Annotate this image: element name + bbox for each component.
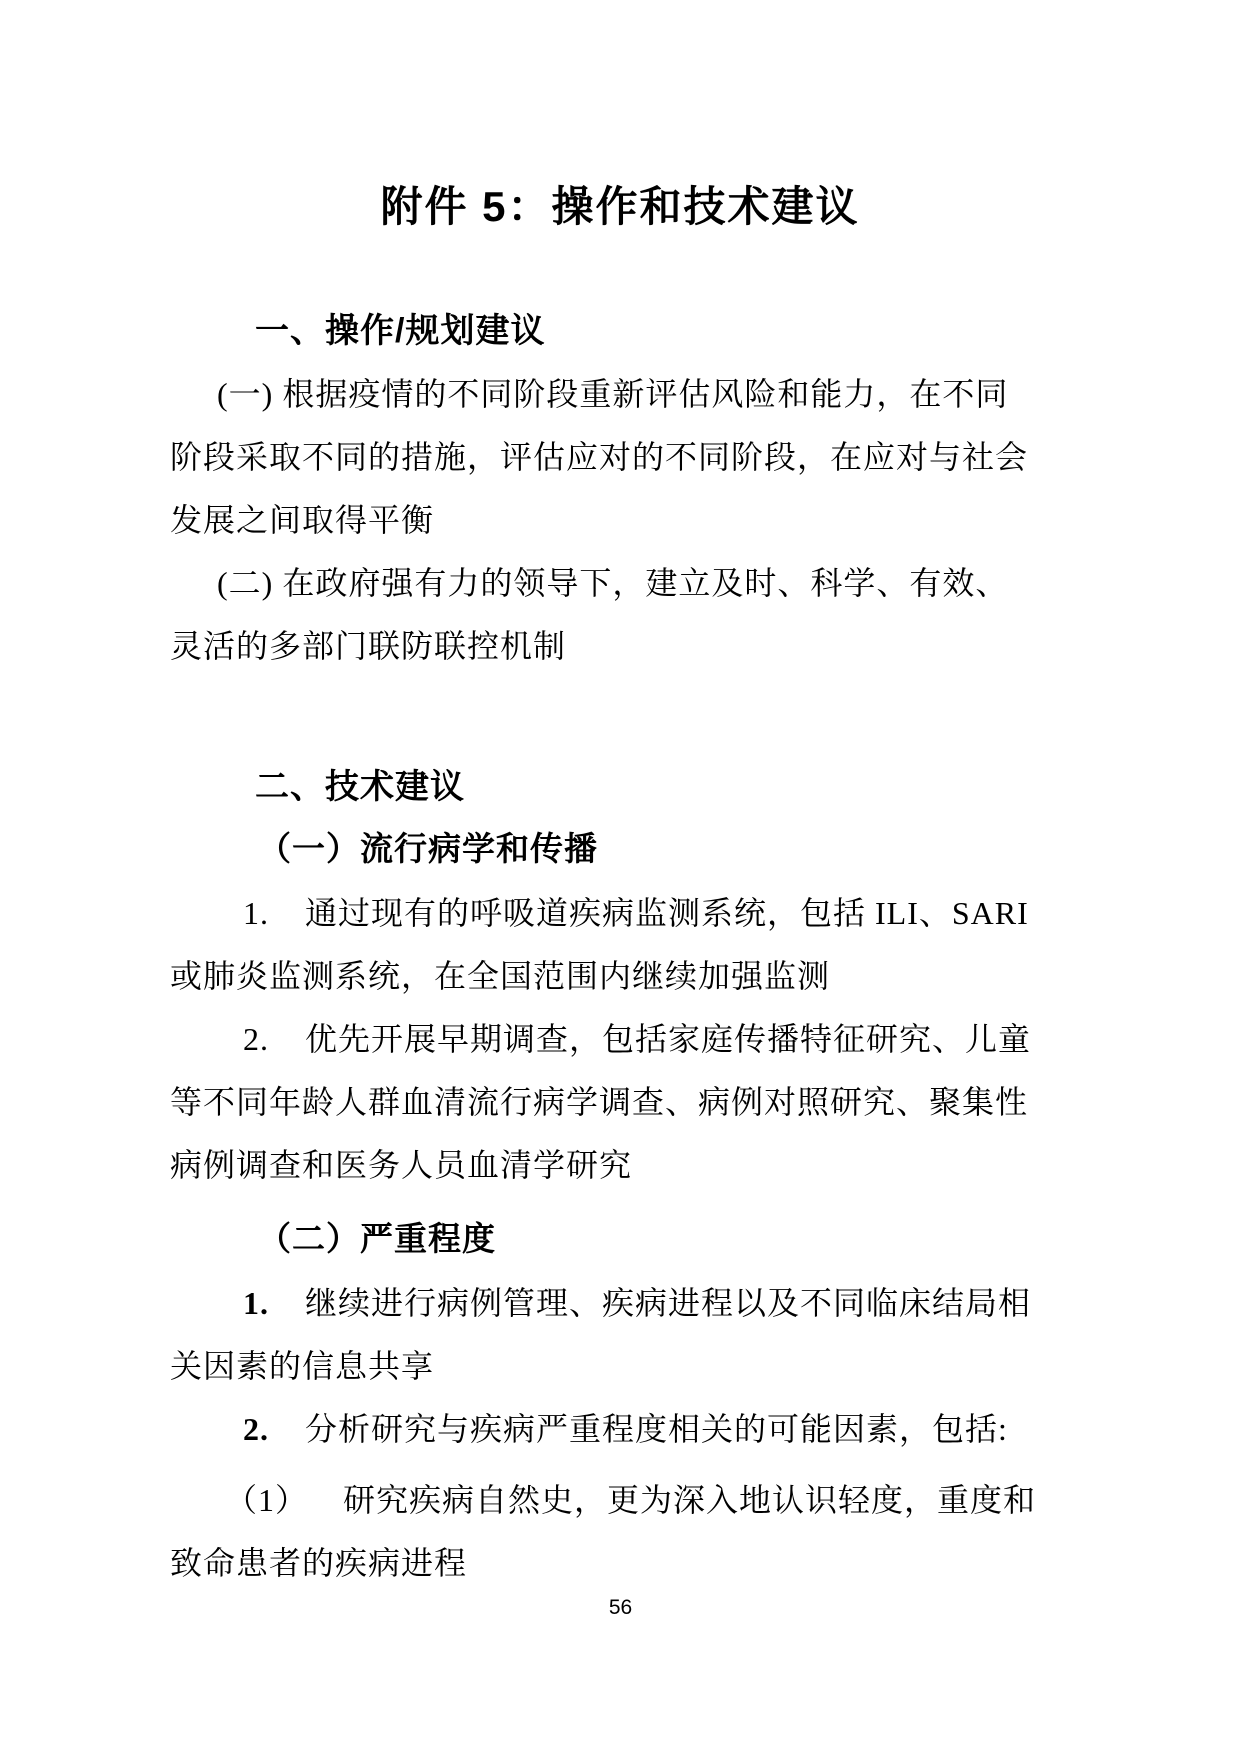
- paragraph-first-line: (一) 根据疫情的不同阶段重新评估风险和能力，在不同: [217, 376, 1009, 412]
- text-line: 等不同年龄人群血清流行病学调查、病例对照研究、聚集性: [170, 1084, 1029, 1120]
- item-text: 分析研究与疾病严重程度相关的可能因素，包括:: [305, 1411, 1008, 1447]
- item-number: 2.: [243, 1021, 269, 1057]
- document-body: [170, 300, 1070, 1595]
- page-number: 56: [608, 1596, 633, 1619]
- item-text: 通过现有的呼吸道疾病监测系统，包括 ILI、SARI: [305, 895, 1029, 931]
- item-text: 研究疾病自然史，更为深入地认识轻度，重度和: [343, 1482, 1037, 1518]
- document-title: 附件 5：操作和技术建议: [380, 183, 860, 230]
- item-number: 1.: [243, 1285, 269, 1321]
- item-number: （1）: [225, 1482, 309, 1518]
- numbered-item-line: [170, 1008, 1070, 1071]
- item-number: 2.: [243, 1411, 269, 1447]
- item-text: 继续进行病例管理、疾病进程以及不同临床结局相: [305, 1285, 1032, 1321]
- text-line: 关因素的信息共享: [170, 1348, 435, 1384]
- text-line: 灵活的多部门联防联控机制: [170, 628, 567, 664]
- subsection-heading: （二）严重程度: [258, 1222, 496, 1258]
- item-text: 优先开展早期调查，包括家庭传播特征研究、儿童: [305, 1021, 1032, 1057]
- section-heading: 二、技术建议: [255, 768, 465, 806]
- numbered-item-line: [170, 1398, 1070, 1461]
- paragraph-first-line: (二) 在政府强有力的领导下，建立及时、科学、有效、: [217, 565, 1009, 601]
- sub-item-line: [170, 1469, 1070, 1532]
- text-line: 病例调查和医务人员血清学研究: [170, 1147, 633, 1183]
- text-line: 阶段采取不同的措施，评估应对的不同阶段，在应对与社会: [170, 439, 1029, 475]
- numbered-item-line: [170, 882, 1070, 945]
- item-number: 1.: [243, 895, 269, 931]
- numbered-item-line: [170, 1272, 1070, 1335]
- subsection-heading: （一）流行病学和传播: [258, 832, 598, 868]
- text-line: 致命患者的疾病进程: [170, 1545, 468, 1581]
- text-line: 发展之间取得平衡: [170, 502, 435, 538]
- section-heading: 一、操作/规划建议: [255, 312, 546, 350]
- text-line: 或肺炎监测系统，在全国范围内继续加强监测: [170, 958, 831, 994]
- document-content: [0, 172, 1241, 1595]
